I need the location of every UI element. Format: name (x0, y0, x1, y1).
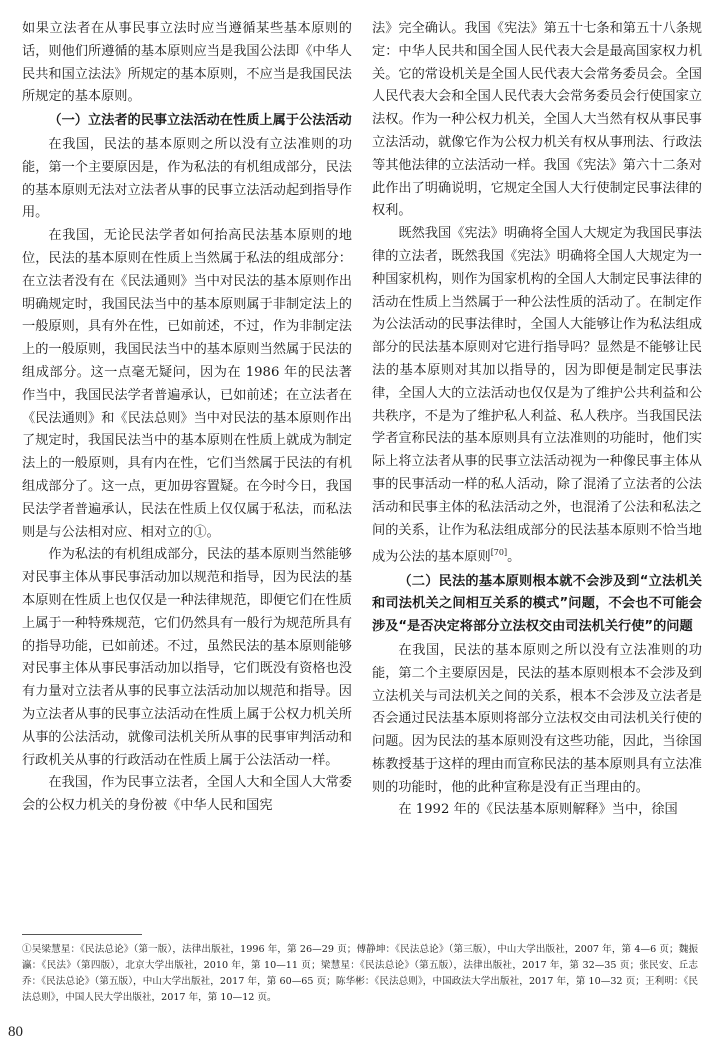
footnote-ref[interactable]: ① (193, 524, 207, 540)
paragraph-1: 在我国，民法的基本原则之所以没有立法准则的功能，第一个主要原因是，作为私法的有机组成部分，民法的基本原则无法对立法者从事的民事立法活动起到指导作用。 (22, 136, 352, 221)
citation-ref[interactable]: [70] (490, 548, 508, 558)
footnote: ①吴梁慧星：《民法总论》（第一版），法律出版社，1996 年，第 26—29 页；傅静坤：《民法总论》（第三版），中山大学出版社，2007 年，第 4—6 页；魏振瀛：《民法》（第四版），北京大学出版社，2010 年，第 10—11 页；梁慧星：《民法总论》（第五版），法律出版社，2017 年，第 32—35 页；张民安、丘志乔：《民法总论》（第五版），中山大学出版社，2017 年，第 60—65 页；陈华彬：《民法总则》，中国政法大学出版社，2017 年，第 10—32 页；王利明：《民法总则》，中国人民大学出版社，2017 年，第 10—12 页。 (22, 944, 698, 1003)
footnote-divider (22, 934, 142, 935)
left-column (22, 18, 352, 818)
paragraph-6: 在我国，民法的基本原则之所以没有立法准则的功能，第二个主要原因是，民法的基本原则根本不会涉及到立法机关与司法机关之间的关系，根本不会涉及立法者是否会通过民法基本原则将部分立法权交由司法机关行使的问题。因为民法的基本原则没有这些功能，因此，当徐国栋教授基于这样的理由而宣称民法的基本原则具有立法准则的功能时，他的此种宣称是没有正当理由的。 (372, 642, 702, 795)
continued-paragraph: 法》完全确认。我国《宪法》第五十七条和第五十八条规定：中华人民共和国全国人民代表大会是最高国家权力机关。它的常设机关是全国人民代表大会常务委员会。全国人民代表大会和全国人民代表大会常务委员会行使国家立法权。作为一种公权力机关，全国人大当然有权从事民事立法活动，就像它作为公权力机关有权从事刑法、行政法等其他法律的立法活动一样。我国《宪法》第六十二条对此作出了明确说明，它规定全国人大行使制定民事法律的权利。 (372, 21, 702, 219)
paragraph-2-text: 在我国，无论民法学者如何抬高民法基本原则的地位，民法的基本原则在性质上当然属于私法的组成部分：在立法者没有在《民法通则》当中对民法的基本原则作出明确规定时，我国民法当中的基本原则属于非制定法上的一般原则，具有外在性，已如前述，不过，作为非制定法上的一般原则，我国民法当中的基本原则当然属于民法的组成部分。这一点毫无疑问，因为在 1986 年的民法著作当中，我国民法学者普遍承认，已如前述；在立法者在《民法通则》和《民法总则》当中对民法的基本原则作出了规定时，我国民法当中的基本原则在性质上就成为制定法上的一般原则，具有内在性，它们当然属于民法的有机组成部分了。这一点，更加毋容置疑。在今时今日，我国民法学者普遍承认，民法在性质上仅仅属于私法，而私法则是与公法相对应、相对立的 (22, 228, 352, 540)
intro-paragraph: 如果立法者在从事民事立法时应当遵循某些基本原则的话，则他们所遵循的基本原则应当是我国公法即《中华人民共和国立法法》所规定的基本原则，不应当是我国民法所规定的基本原则。 (22, 21, 352, 105)
paragraph-4: 在我国，作为民事立法者，全国人大和全国人大常委会的公权力机关的身份被《中华人民和国宪 (22, 775, 352, 814)
section-heading-2: （二）民法的基本原则根本就不会涉及到“立法机关和司法机关之间相互关系的模式”问题，不会也不可能会涉及“是否决定将部分立法权交由司法机关行使”的问题 (372, 573, 702, 635)
paragraph-5-end: 。 (507, 549, 521, 565)
section-heading-1: （一）立法者的民事立法活动在性质上属于公法活动 (48, 113, 352, 129)
paragraph-5 (372, 223, 702, 569)
paragraph-3: 作为私法的有机组成部分，民法的基本原则当然能够对民事主体从事民事活动加以规范和指导，因为民法的基本原则在性质上也仅仅是一种法律规范，即便它们在性质上属于一种特殊规范，它们仍然具有一般行为规范所具有的指导功能，已如前述。不过，虽然民法的基本原则能够对民事主体从事民事活动加以指导，它们既没有资格也没有力量对立法者从事的民事立法活动加以规范和指导。因为立法者从事的民事立法活动在性质上属于公权力机关所从事的公法活动，就像司法机关所从事的民事审判活动和行政机关从事的行政活动在性质上属于公法活动一样。 (22, 547, 352, 768)
paragraph-7: 在 1992 年的《民法基本原则解释》当中，徐国 (398, 802, 678, 818)
paragraph-2-end: 。 (206, 524, 220, 540)
right-column (372, 18, 702, 822)
page-number: 80 (8, 1024, 23, 1040)
paragraph-5-text: 既然我国《宪法》明确将全国人大规定为我国民事法律的立法者，既然我国《宪法》明确将全国人大规定为一种国家机构，则作为国家机构的全国人大制定民事法律的活动在性质上当然属于一种公法性质的活动了。在制定作为公法活动的民事法律时，全国人大能够让作为私法组成部分的民法基本原则对它进行指导吗？显然是不能够让民法的基本原则对其加以指导的，因为即便是制定民事法律，全国人大的立法活动也仅仅是为了维护公共利益和公共秩序，不是为了维护私人利益、私人秩序。当我国民法学者宣称民法的基本原则具有立法准则的功能时，他们实际上将立法者从事的民事立法活动视为一种像民事主体从事的民事活动一样的私人活动，除了混淆了立法者的公法活动和民事主体的私法活动之外，也混淆了公法和私法之间的关系，让作为私法组成部分的民法基本原则不恰当地成为公法的基本原则 (372, 226, 702, 565)
paragraph-2 (22, 225, 352, 544)
